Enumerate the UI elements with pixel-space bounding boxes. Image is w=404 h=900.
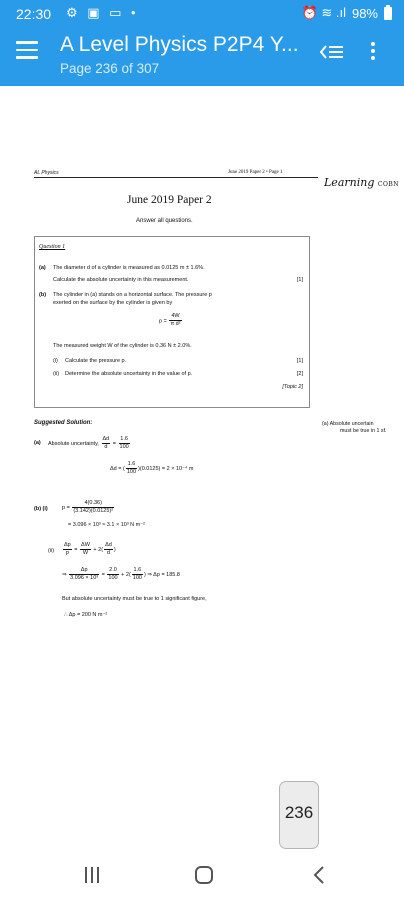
fraction xyxy=(126,461,137,476)
plus-two: + 2 xyxy=(121,572,129,579)
solution-final: ∴ Δp = 200 N m⁻² xyxy=(64,612,108,618)
fraction xyxy=(72,500,114,515)
part-b-text: The cylinder in (a) stands on a horizontal surface. The pressure p xyxy=(53,292,212,298)
paper-title: June 2019 Paper 2 xyxy=(127,194,212,206)
solution-a-text: Absolute uncertainty, xyxy=(48,441,99,448)
part-b-text-2: exerted on the surface by the cylinder is given by xyxy=(53,300,173,306)
page-number-badge[interactable] xyxy=(279,781,319,849)
part-a-marks: [1] xyxy=(296,277,303,283)
brand-text: Learning xyxy=(324,176,375,189)
page-number: 236 xyxy=(284,803,314,822)
battery-icon xyxy=(384,7,392,20)
running-head-right: June 2019 Paper 2 • Page 1 xyxy=(228,170,283,175)
battery-level: 98% xyxy=(351,5,378,21)
question-heading: Question 1 xyxy=(39,244,66,250)
solution-b-label: (b) (i) xyxy=(34,506,48,512)
solution-a-result: (0.0125) = 2 × 10⁻⁴ m xyxy=(139,466,194,473)
fraction xyxy=(63,542,72,557)
fraction xyxy=(104,542,113,557)
fraction-numerator: 4(0.36) xyxy=(72,500,114,508)
part-b-i-marks: [1] xyxy=(296,358,303,364)
header-rule xyxy=(34,177,318,178)
part-b-ii-label: (ii) xyxy=(53,371,60,377)
solution-note: But absolute uncertainty must be true to 1 significant figure, xyxy=(62,596,207,602)
side-note-line-1: (a) Absolute uncertain xyxy=(322,421,374,427)
topic-tag: [Topic 2] xyxy=(282,384,303,390)
formula-fraction xyxy=(169,313,181,329)
fraction-denominator: 100 xyxy=(108,575,118,582)
page-indicator: Page 236 of 307 xyxy=(60,61,160,76)
solution-b-result: = 3.096 × 10³ ≈ 3.1 × 10³ N m⁻² xyxy=(68,522,146,528)
app-bar xyxy=(0,0,404,86)
solution-ii-label: (ii) xyxy=(48,548,55,554)
fraction-numerator: 2.0 xyxy=(107,567,118,575)
side-note-line-2: must be true in 1 sf. xyxy=(340,428,387,435)
solution-ii-line-1: $\frac{\Delta p}{p}$ = $\frac{\Delta W}{W}$ + 2( $\frac{\Delta d}{d}$ ) xyxy=(64,542,116,557)
navigation-bar xyxy=(0,854,404,900)
solution-ii-line-2: ⇒ $\frac{\Delta p}{\text{3.096 × 10³}}$ = $\frac{2.0}{100}$ + 2( $\frac{1.6}{100}$ ) ⇒ Δp = 185.8 xyxy=(62,567,180,582)
back-icon[interactable] xyxy=(313,866,325,884)
question-box xyxy=(34,236,310,408)
plus-two: + 2 xyxy=(93,547,102,554)
document-page[interactable] xyxy=(0,86,404,854)
solution-a-line-2: Δd = ( $\frac{1.6}{100}$ )(0.0125) = 2 × 10⁻⁴ m xyxy=(110,461,194,476)
fraction-numerator: 1.6 xyxy=(119,436,130,444)
solution-ii-result: ⇒ Δp = 185.8 xyxy=(147,572,180,579)
fraction-denominator: 100 xyxy=(126,469,137,476)
fraction-numerator: 1.6 xyxy=(126,461,137,469)
equals-sign: = xyxy=(74,547,78,554)
fraction-denominator: d xyxy=(106,550,110,557)
fraction-denominator: 100 xyxy=(119,444,129,451)
brand-logo xyxy=(324,176,399,189)
status-time: 22:30 xyxy=(16,6,52,22)
part-a-text: The diameter d of a cylinder is measured as 0.0125 m ± 1.6%. xyxy=(53,265,205,271)
fraction-denominator: W xyxy=(82,550,89,557)
formula-denominator: π d² xyxy=(170,321,181,328)
formula-lhs: p = xyxy=(159,318,167,325)
status-right xyxy=(302,5,392,21)
more-options-icon[interactable] xyxy=(369,42,377,62)
part-a-label: (a) xyxy=(39,265,46,271)
status-bar xyxy=(0,0,404,28)
solution-heading: Suggested Solution: xyxy=(34,420,93,426)
instruction-text: Answer all questions. xyxy=(136,218,193,224)
fraction xyxy=(107,567,118,582)
part-b-label: (b) xyxy=(39,292,47,298)
fraction xyxy=(119,436,130,451)
part-b-i-text: Calculate the pressure p. xyxy=(65,358,127,364)
part-b-i-label: (i) xyxy=(53,358,58,364)
fraction xyxy=(132,567,143,582)
home-icon[interactable] xyxy=(195,866,213,884)
menu-icon[interactable] xyxy=(16,41,38,59)
fraction-numerator: Δp xyxy=(69,567,99,575)
fraction-numerator: Δd xyxy=(102,436,111,444)
fraction-denominator: d xyxy=(104,444,108,451)
solution-b-line-1 xyxy=(62,500,115,515)
side-note xyxy=(322,421,387,436)
equals-sign: = xyxy=(101,572,105,579)
implies-sign: ⇒ xyxy=(62,572,67,579)
solution-a-lhs: Δd = xyxy=(110,466,122,473)
part-a-text-2: Calculate the absolute uncertainty in this measurement. xyxy=(53,277,189,283)
solution-a-label: (a) xyxy=(34,440,41,446)
fraction-denominator: (3.142)(0.0125)² xyxy=(73,508,114,515)
brand-text-cut: COBN xyxy=(377,181,400,188)
fraction-numerator: Δp xyxy=(63,542,72,550)
fraction-numerator: ΔW xyxy=(80,542,91,550)
fraction xyxy=(102,436,111,451)
table-of-contents-icon[interactable] xyxy=(320,44,344,60)
fraction-denominator: 100 xyxy=(132,575,142,582)
recent-apps-icon[interactable] xyxy=(84,867,100,883)
fraction xyxy=(80,542,91,557)
pressure-formula xyxy=(159,313,183,329)
notification-icons: ⚙ ▣ ▭ • xyxy=(66,5,139,20)
fraction-numerator: Δd xyxy=(104,542,113,550)
part-b-ii-text: Determine the absolute uncertainty in the value of p. xyxy=(65,371,193,377)
formula-numerator: 4W xyxy=(169,313,181,321)
document-title: A Level Physics P2P4 Y... xyxy=(60,33,299,56)
fraction-denominator: p xyxy=(65,550,69,557)
equals-sign: = xyxy=(112,441,116,448)
fraction-numerator: 1.6 xyxy=(132,567,143,575)
part-b-ii-marks: [2] xyxy=(296,371,303,377)
solution-a-line-1 xyxy=(48,436,131,451)
fraction xyxy=(69,567,99,582)
weight-text: The measured weight W of the cylinder is 0.36 N ± 2.0%. xyxy=(53,343,192,349)
solution-b-lhs: p = xyxy=(62,505,70,512)
signal-icon: ⏰ ≋ .ıl xyxy=(301,5,346,20)
running-head-left: AL Physics xyxy=(34,170,59,176)
fraction-denominator: 3.096 × 10³ xyxy=(70,575,99,582)
